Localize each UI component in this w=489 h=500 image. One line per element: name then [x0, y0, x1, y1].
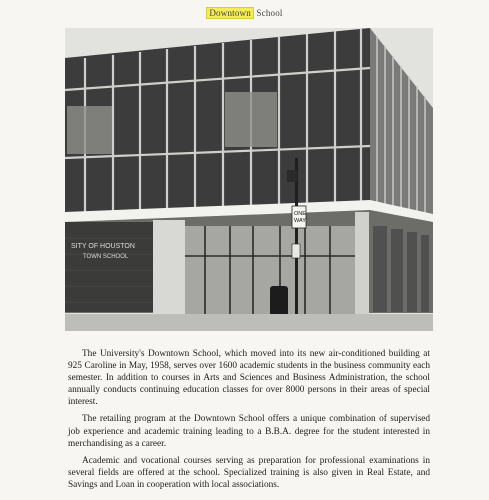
highlighted-word: Downtown	[206, 7, 254, 19]
street-sign-line1: ONE	[294, 211, 306, 217]
paragraph-3: Academic and vocational courses serving as preparation for professional examinations in several fields are offered at the school. Specialized training is also given in Real Estate, and Savings and Loan in cooperation with local associations.	[68, 455, 430, 490]
building-photo-svg	[65, 28, 433, 331]
paragraph-2: The retailing program at the Downtown School offers a unique combination of supervised job experience and academic training leading to a B.B.A. degree for the student interested in merchandising as a career.	[68, 414, 430, 449]
body-text	[68, 348, 430, 496]
paragraph-1: The University's Downtown School, which moved into its new air-conditioned building at 925 Caroline in May, 1958, serves over 1600 academic students in the business community each semester. In addition to courses in Arts and Sciences and Business Administration, the school annually conducts continuing education classes for over 8000 persons in their areas of special interest.	[68, 349, 430, 408]
street-sign-line2: WAY	[294, 218, 306, 224]
wall-sign-line1: SITY OF HOUSTON	[71, 243, 135, 250]
wall-sign-line2: TOWN SCHOOL	[83, 254, 129, 260]
building-photo	[65, 28, 433, 331]
header-rest: School	[253, 8, 283, 18]
page-header	[0, 8, 489, 18]
